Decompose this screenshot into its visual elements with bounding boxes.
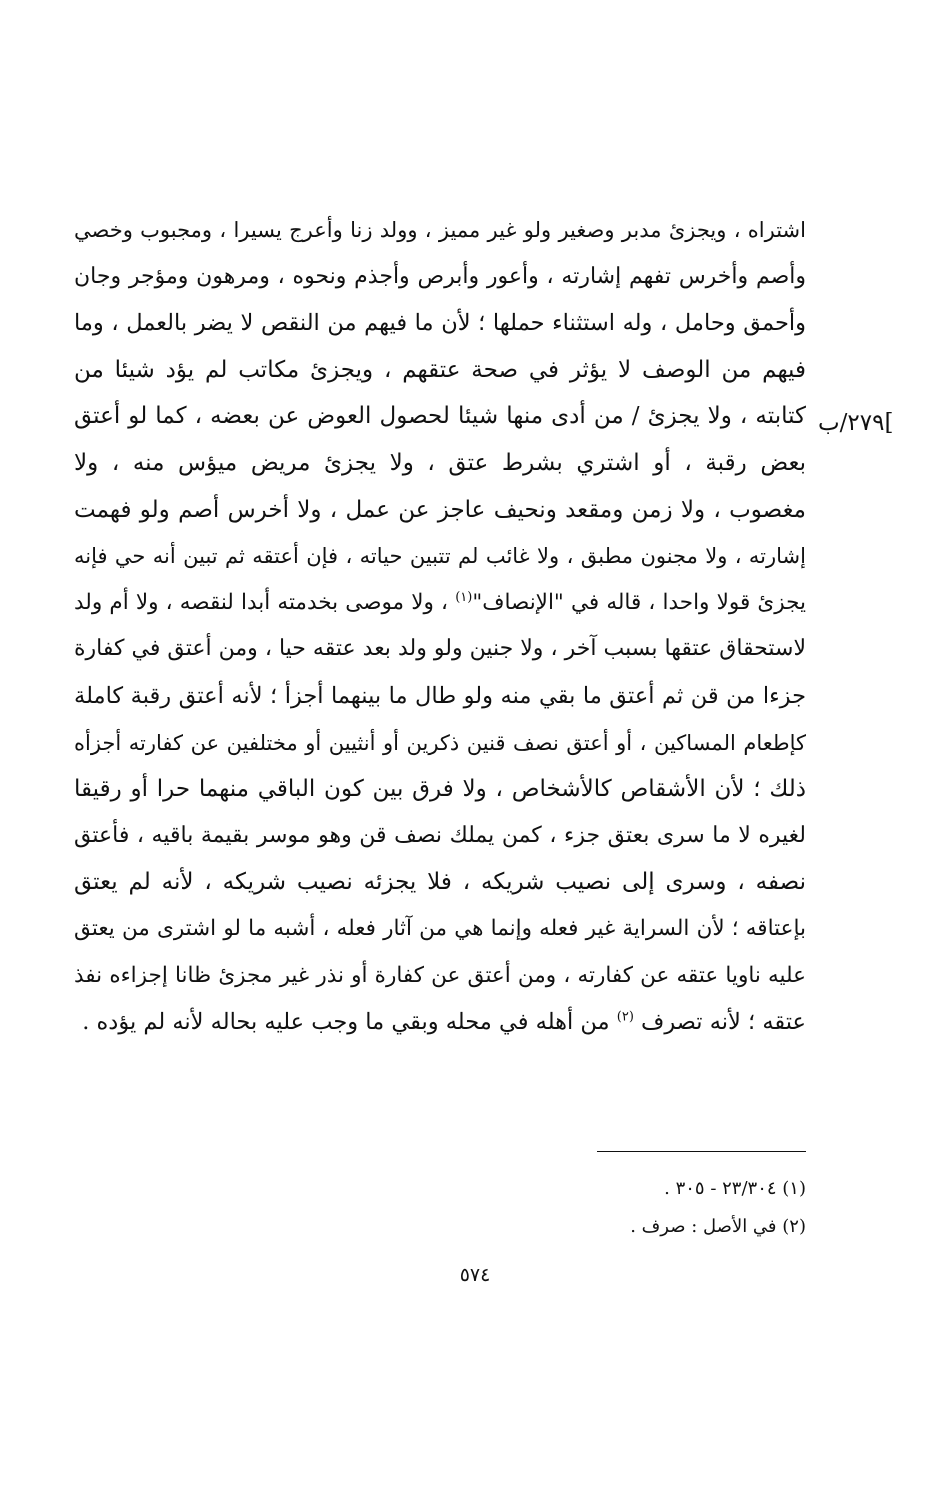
footnotes-block [480,1170,806,1246]
footnote-2: (٢) في الأصل : صرف . [630,1216,806,1237]
text-line-4: فيهم من الوصف لا يؤثر في صحة عتقهم ، ويجزئ مكاتب لم يؤد شيئا من [74,356,806,383]
footnote-ref-2[interactable]: (٢) [616,1009,634,1025]
folio-bracket: [ [884,410,894,436]
footnote-1: (١) ٢٣/٣٠٤ - ٣٠٥ . [664,1178,806,1199]
text-line-9-tail: ، ولا موصى بخدمته أبدا لنقصه ، ولا أم ولد [74,589,448,615]
text-line-18 [74,999,806,1046]
text-line-18-head: عتقه ؛ لأنه تصرف [641,1009,806,1036]
text-line-16: بإعتاقه ؛ لأن السراية غير فعله وإنما هي من آثار فعله ، أشبه ما لو اشترى من يعتق [74,915,806,941]
text-line-5: كتابته ، ولا يجزئ / من أدى منها شيئا لحصول العوض عن بعضه ، كما لو أعتق [74,403,806,430]
text-line-17: عليه ناويا عتقه عن كفارته ، ومن أعتق عن كفارة أو نذر غير مجزئ ظانا إجزاءه نفذ [74,962,806,988]
manuscript-folio-marker [818,410,938,436]
folio-number: ٢٧٩/ب [818,410,885,436]
page-number: ٥٧٤ [459,1264,491,1286]
text-line-9-head: يجزئ قولا واحدا ، قاله في "الإنصاف" [472,589,806,615]
text-line-18-tail: من أهله في محله وبقي ما وجب عليه بحاله لأنه لم يؤده . [82,1009,610,1036]
text-line-2: وأصم وأخرس تفهم إشارته ، وأعور وأبرص وأجذم ونحوه ، ومرهون ومؤجر وجان [74,263,806,289]
footnote-separator [597,1151,806,1152]
text-line-7: مغصوب ، ولا زمن ومقعد ونحيف عاجز عن عمل ، ولا أخرس أصم ولو فهمت [74,496,806,523]
text-line-6: بعض رقبة ، أو اشتري بشرط عتق ، ولا يجزئ مريض ميؤس منه ، ولا [74,449,806,476]
text-line-14: لغيره لا ما سرى بعتق جزء ، كمن يملك نصف قن وهو موسر بقيمة باقيه ، فأعتق [74,822,806,848]
text-line-3: وأحمق وحامل ، وله استثناء حملها ؛ لأن ما فيهم من النقص لا يضر بالعمل ، وما [74,310,806,337]
text-line-12: كإطعام المساكين ، أو أعتق نصف قنين ذكرين أو أنثيين أو مختلفين عن كفارته أجزأه [74,730,806,755]
text-line-11: جزءا من قن ثم أعتق ما بقي منه ولو طال ما بينهما أجزأ ؛ لأنه أعتق رقبة كاملة [74,682,806,709]
main-text-block [74,207,806,1046]
text-line-13: ذلك ؛ لأن الأشقاص كالأشخاص ، ولا فرق بين كون الباقي منهما حرا أو رقيقا [74,776,806,803]
text-line-1: اشتراه ، ويجزئ مدبر وصغير ولو غير مميز ، وولد زنا وأعرج يسيرا ، ومجبوب وخصي [74,218,806,242]
footnote-ref-1[interactable]: (١) [455,589,473,605]
text-line-9 [74,580,806,627]
text-line-8: إشارته ، ولا مجنون مطبق ، ولا غائب لم تتبين حياته ، فإن أعتقه ثم تبين أنه حي فإنه [74,544,806,569]
text-line-15: نصفه ، وسرى إلى نصيب شريكه ، فلا يجزئه نصيب شريكه ، لأنه لم يعتق [74,869,806,896]
text-line-10: لاستحقاق عتقها بسبب آخر ، ولا جنين ولو ولد بعد عتقه حيا ، ومن أعتق في كفارة [74,636,806,662]
